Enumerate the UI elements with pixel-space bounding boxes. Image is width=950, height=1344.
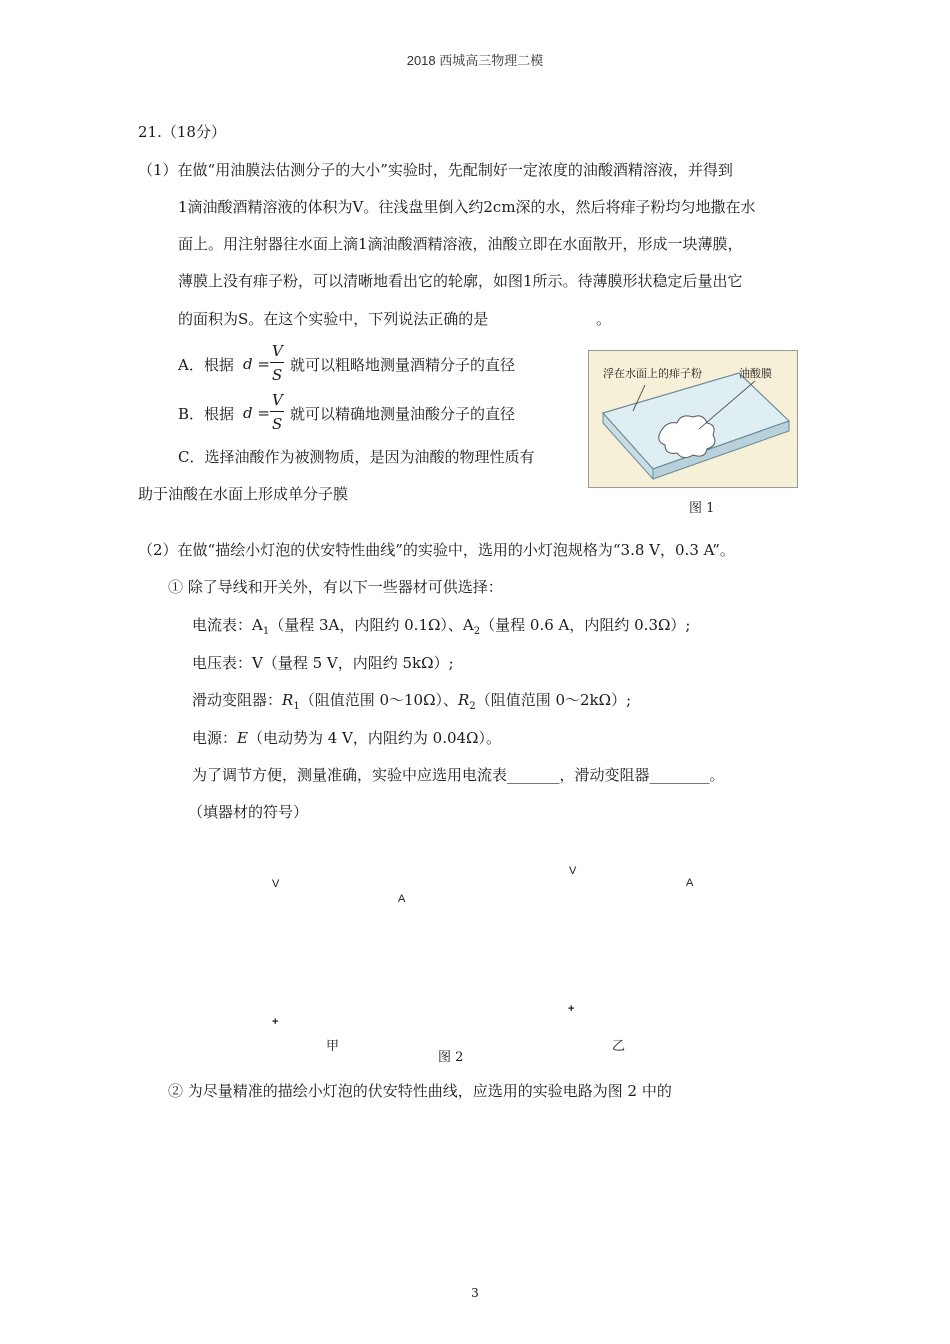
fill-symbol-note: （填器材的符号）	[188, 803, 309, 821]
figure-1-label-film: 油酸膜	[739, 368, 772, 380]
option-b-prefix: B．根据	[178, 405, 235, 423]
question-number: 21.（18分）	[138, 123, 226, 141]
part2-intro: （2）在做“描绘小灯泡的伏安特性曲线”的实验中，选用的小灯泡规格为“3.8 V，0.3 A”。	[138, 541, 735, 559]
formula-a-lhs: d =	[243, 355, 270, 373]
answer-blank-end: 。	[596, 310, 612, 328]
option-b-suffix: 就可以精确地测量油酸分子的直径	[290, 405, 516, 423]
part1-line-4: 薄膜上没有痱子粉，可以清晰地看出它的轮廓，如图1所示。待薄膜形状稳定后量出它	[178, 272, 743, 290]
figure-1-label-powder: 浮在水面上的痱子粉	[603, 368, 702, 380]
part1-line-2: 1滴油酸酒精溶液的体积为V。往浅盘里倒入约2cm深的水，然后将痱子粉均匀地撒在水	[178, 198, 756, 216]
page-number: 3	[471, 1286, 479, 1300]
option-a-suffix: 就可以粗略地测量酒精分子的直径	[290, 356, 516, 374]
figure-2-caption: 图 2	[438, 1050, 464, 1065]
ammeter-prefix: 电流表：A	[192, 616, 263, 634]
part1-line-3: 面上。用注射器往水面上滴1滴油酸酒精溶液，油酸立即在水面散开，形成一块薄膜，	[178, 235, 743, 253]
formula-a-num: V	[272, 342, 283, 360]
formula-b-bar	[270, 411, 284, 412]
source-line	[192, 728, 501, 748]
ammeter-line	[192, 615, 690, 642]
option-a-prefix: A．根据	[178, 356, 234, 374]
formula-a-den: S	[272, 366, 283, 384]
rheostat-tail: （阻值范围 0～2kΩ）;	[475, 691, 632, 709]
option-c-line-1: C．选择油酸作为被测物质，是因为油酸的物理性质有	[178, 448, 535, 466]
rheostat-prefix: 滑动变阻器：	[192, 691, 283, 709]
source-e: E	[237, 729, 248, 747]
rheostat-sub-2: 2	[469, 701, 476, 712]
circuit-yi-caption: 乙	[612, 1039, 626, 1054]
formula-a-bar	[270, 362, 284, 363]
part1-line-1: （1）在做“用油膜法估测分子的大小”实验时，先配制好一定浓度的油酸酒精溶液，并得到	[138, 161, 733, 179]
source-prefix: 电源：	[192, 729, 238, 747]
rheostat-sub-1: 1	[293, 701, 300, 712]
choice-line: 为了调节方便，测量准确，实验中应选用电流表_______，滑动变阻器________。	[192, 766, 725, 784]
circuit-jia-caption: 甲	[326, 1039, 340, 1054]
ammeter-sub-1: 1	[262, 626, 270, 637]
circuit-yi-voltmeter-label: V	[569, 865, 577, 877]
formula-b-num: V	[272, 391, 283, 409]
rheostat-line	[192, 690, 631, 717]
option-c-line-2: 助于油酸在水面上形成单分子膜	[138, 485, 349, 503]
circuit-jia-plus-sign: +	[272, 1016, 279, 1028]
ammeter-tail: （量程 0.6 A，内阻约 0.3Ω）;	[480, 616, 691, 634]
circuit-jia-ammeter-label: A	[398, 893, 406, 905]
circuit-yi-ammeter-label: A	[686, 877, 694, 889]
rheostat-mid: （阻值范围 0～10Ω）、	[299, 691, 459, 709]
rheostat-r2: R	[458, 691, 470, 709]
ammeter-mid: （量程 3A，内阻约 0.1Ω）、A	[269, 616, 474, 634]
part2-sub2: ② 为尽量精准的描绘小灯泡的伏安特性曲线，应选用的实验电路为图 2 中的	[168, 1082, 672, 1100]
figure-1-tray-illustration	[588, 350, 798, 488]
source-tail: （电动势为 4 V，内阻约为 0.04Ω）。	[247, 729, 501, 747]
voltmeter-line: 电压表：V（量程 5 V，内阻约 5kΩ）;	[192, 654, 454, 672]
part1-line-5: 的面积为S。在这个实验中，下列说法正确的是	[178, 310, 489, 328]
page-header: 2018 西城高三物理二模	[406, 53, 544, 68]
part2-sub1-intro: ① 除了导线和开关外，有以下一些器材可供选择：	[168, 578, 503, 596]
ammeter-sub-2: 2	[473, 626, 481, 637]
formula-b-den: S	[272, 415, 283, 433]
figure-1-caption: 图 1	[689, 501, 715, 516]
circuit-yi-plus-sign: +	[568, 1003, 575, 1015]
rheostat-r1: R	[282, 691, 294, 709]
formula-b-lhs: d =	[243, 404, 270, 422]
circuit-jia-voltmeter-label: V	[272, 878, 280, 890]
